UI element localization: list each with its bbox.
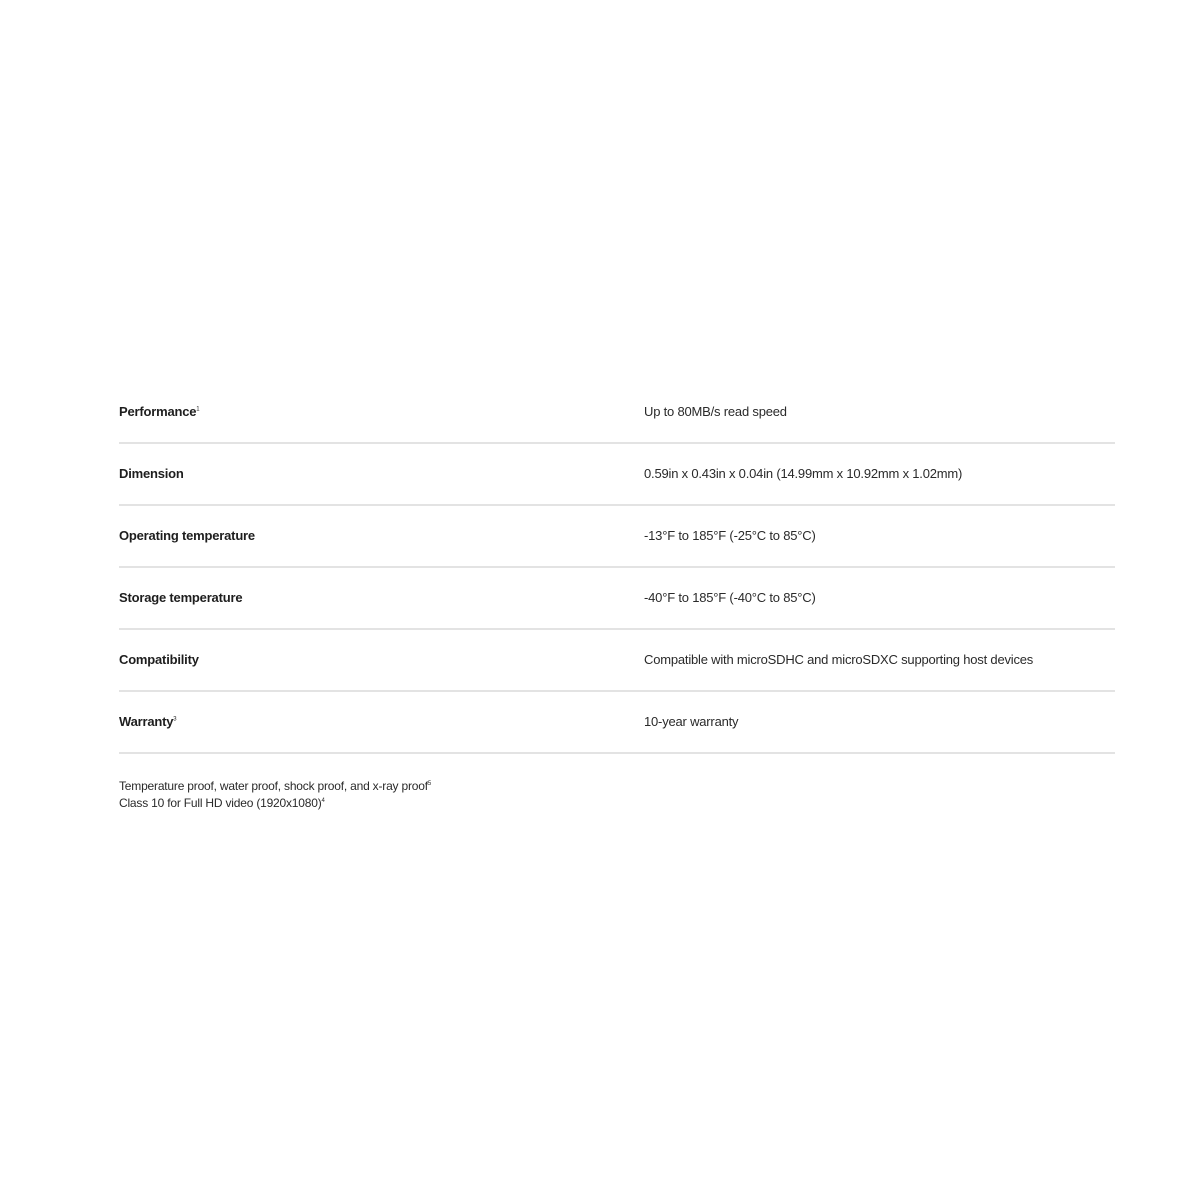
spec-row-compatibility	[119, 630, 1115, 692]
spec-value: -13°F to 185°F (-25°C to 85°C)	[644, 528, 816, 543]
spec-label: Performance$^1$	[119, 404, 200, 419]
spec-value: 0.59in x 0.43in x 0.04in (14.99mm x 10.92mm x 1.02mm)	[644, 466, 963, 481]
spec-row-dimension	[119, 444, 1115, 506]
spec-row-storage-temperature	[119, 568, 1115, 630]
footnote-marker: 1	[196, 406, 200, 413]
footnotes	[119, 778, 431, 812]
spec-row-performance	[119, 382, 1115, 444]
spec-value: -40°F to 185°F (-40°C to 85°C)	[644, 590, 816, 605]
spec-table	[119, 382, 1115, 754]
spec-label: Compatibility	[119, 652, 199, 667]
spec-label: Operating temperature	[119, 528, 255, 543]
spec-label: Storage temperature	[119, 590, 243, 605]
footnote-marker: 4	[321, 798, 325, 804]
spec-label: Dimension	[119, 466, 184, 481]
footnote-line: Temperature proof, water proof, shock proof, and x-ray proof$^5$	[119, 779, 431, 793]
spec-row-operating-temperature	[119, 506, 1115, 568]
footnote-line: Class 10 for Full HD video $(1920x1080)^4$	[119, 796, 325, 810]
spec-label: Warranty$^3$	[119, 714, 177, 729]
spec-row-warranty	[119, 692, 1115, 754]
spec-value: Up to 80MB/s read speed	[644, 404, 787, 419]
footnote-marker: 5	[427, 781, 431, 787]
spec-value: Compatible with microSDHC and microSDXC supporting host devices	[644, 652, 1034, 667]
footnote-marker: 3	[173, 716, 177, 723]
spec-value: 10-year warranty	[644, 714, 739, 729]
